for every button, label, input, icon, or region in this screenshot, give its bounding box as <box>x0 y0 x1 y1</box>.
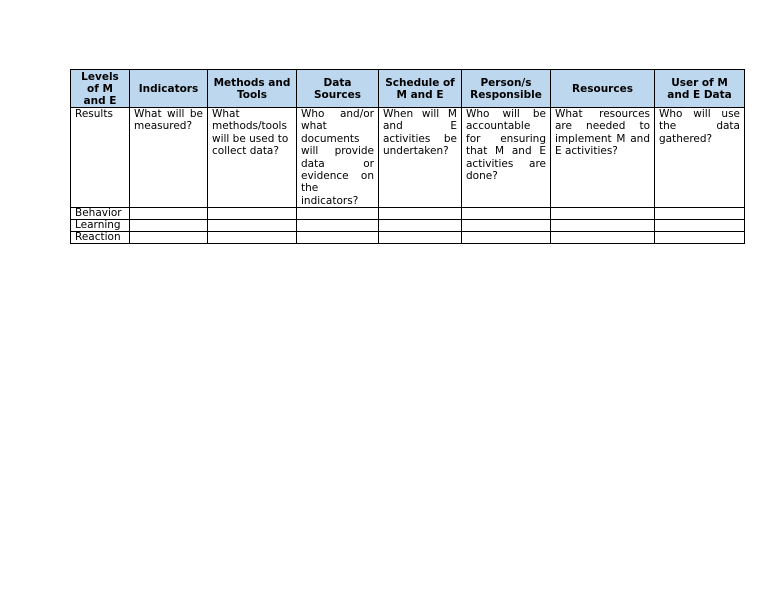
level-learning: Learning <box>71 220 130 232</box>
header-user-data: User of M and E Data <box>655 70 745 108</box>
cell-indicators: What will be measured? <box>130 108 208 208</box>
empty-cell <box>379 220 462 232</box>
empty-cell <box>208 232 297 244</box>
header-data-sources: Data Sources <box>297 70 379 108</box>
empty-cell <box>655 232 745 244</box>
header-methods-tools: Methods and Tools <box>208 70 297 108</box>
cell-data-sources: Who and/or what documents will provide data or evidence on the indicators? <box>297 108 379 208</box>
header-schedule: Schedule of M and E <box>379 70 462 108</box>
table-row-behavior <box>71 208 745 220</box>
empty-cell <box>130 208 208 220</box>
header-levels: Levels of M and E <box>71 70 130 108</box>
header-resources: Resources <box>551 70 655 108</box>
empty-cell <box>208 208 297 220</box>
empty-cell <box>297 232 379 244</box>
cell-user-data: Who will use the data gathered? <box>655 108 745 208</box>
cell-schedule: When will M and E activities be undertaken? <box>379 108 462 208</box>
empty-cell <box>551 220 655 232</box>
empty-cell <box>379 232 462 244</box>
empty-cell <box>130 220 208 232</box>
table-row-learning <box>71 220 745 232</box>
empty-cell <box>297 220 379 232</box>
level-results: Results <box>71 108 130 208</box>
empty-cell <box>462 208 551 220</box>
header-persons-responsible: Person/s Responsible <box>462 70 551 108</box>
table-row-results <box>71 108 745 208</box>
level-reaction: Reaction <box>71 232 130 244</box>
cell-methods-tools: What methods/tools will be used to collect data? <box>208 108 297 208</box>
empty-cell <box>208 220 297 232</box>
empty-cell <box>655 220 745 232</box>
cell-persons-responsible: Who will be accountable for ensuring that M and E activities are done? <box>462 108 551 208</box>
monitoring-evaluation-table <box>70 69 745 244</box>
empty-cell <box>551 232 655 244</box>
table-row-reaction <box>71 232 745 244</box>
empty-cell <box>297 208 379 220</box>
header-indicators: Indicators <box>130 70 208 108</box>
empty-cell <box>379 208 462 220</box>
empty-cell <box>551 208 655 220</box>
cell-resources: What resources are needed to implement M and E activities? <box>551 108 655 208</box>
empty-cell <box>655 208 745 220</box>
empty-cell <box>462 232 551 244</box>
empty-cell <box>462 220 551 232</box>
header-row <box>71 70 745 108</box>
level-behavior: Behavior <box>71 208 130 220</box>
empty-cell <box>130 232 208 244</box>
